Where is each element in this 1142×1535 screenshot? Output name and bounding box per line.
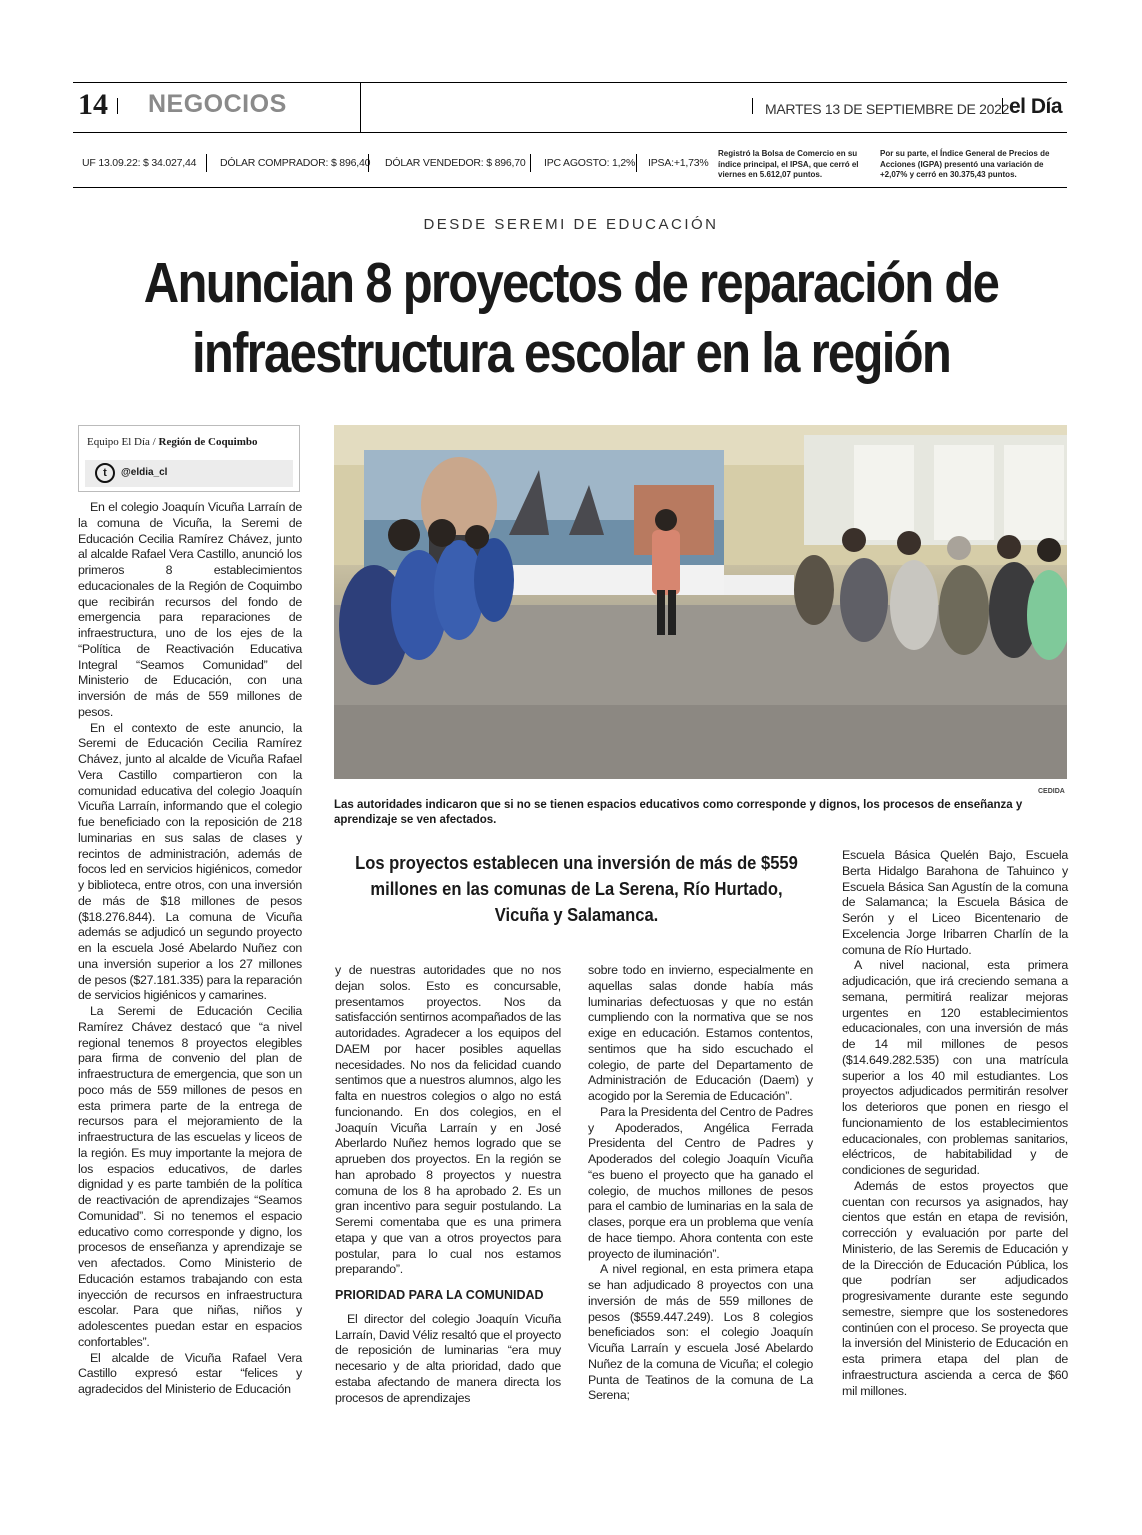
pull-quote: Los proyectos establecen una inversión de más de $559 millones en las comunas de La Serena, Río Hurtado, Vicuña y Salamanca. — [355, 853, 798, 925]
article-photo — [334, 425, 1067, 779]
byline-box — [78, 425, 300, 492]
ticker-dolar-comprador: DÓLAR COMPRADOR: $ 896,40 — [220, 157, 371, 169]
article-kicker: DESDE SEREMI DE EDUCACIÓN — [423, 216, 719, 233]
ticker-sep-4 — [636, 154, 637, 172]
headline-line-1: Anuncian 8 proyectos de reparación de — [143, 251, 999, 315]
paragraph: y de nuestras autoridades que no nos dejan solos. Esto es concursable, presentamos proyectos. Nos da satisfacción sentirnos acompañados de las autoridades. Agradecer a los equipos del DAEM por hacer posibles aquellas necesidades. No nos da felicidad cuando sentimos que a nuestros alumnos, algo les falta en nuestros colegios o algo no está funcionando. En dos colegios, en el Joaquín Vicuña Larraín y en José Aberlardo Nuñez hemos logrado que se aprueben dos proyectos. En la región se han aprobado 8 proyectos y nuestra comuna de los 8 ha aprobado 2. Es un gran incentivo para seguir postulando. La Seremi comentaba que es una primera etapa y que van a otros proyectos para postular, para lo cual nos estamos preparando”. — [335, 963, 561, 1277]
social-bar — [85, 460, 293, 487]
section-subhead: PRIORIDAD PARA LA COMUNIDAD — [335, 1288, 544, 1302]
brand-logo: el Día — [1009, 95, 1063, 118]
byline — [87, 436, 258, 448]
header-tick-2 — [752, 98, 753, 114]
issue-date: MARTES 13 DE SEPTIEMBRE DE 2022 — [765, 101, 1010, 117]
social-handle: @eldia_cl — [121, 467, 168, 478]
photo-caption: Las autoridades indicaron que si no se tienen espacios educativos como corresponde y dignos, los procesos de enseñanza y aprendizaje se ven afectados. — [334, 799, 1023, 826]
header-tick-1 — [117, 98, 118, 114]
body-column-4 — [842, 848, 1068, 1399]
body-column-3 — [588, 963, 813, 1404]
paragraph: El director del colegio Joaquín Vicuña Larraín, David Véliz resaltó que el proyecto de reposición de luminarias “era muy necesario y de alta prioridad, dado que estaba afectando de manera directa los procesos de aprendizajes — [335, 1311, 561, 1405]
ticker-note-igpa: Por su parte, el Índice General de Precios de Acciones (IGPA) presentó una variación de +2,07% y cerró en 30.375,43 puntos. — [880, 149, 1050, 179]
ticker-note-ipsa: Registró la Bolsa de Comercio en su índice principal, el IPSA, que cerró el viernes en 5.612,07 puntos. — [718, 149, 859, 179]
header-top-rule — [73, 82, 1067, 83]
header-bottom-rule — [73, 132, 1067, 133]
twitter-icon: t — [95, 463, 115, 483]
page-number: 14 — [78, 88, 108, 121]
section-title: NEGOCIOS — [148, 90, 287, 118]
paragraph: A nivel regional, en esta primera etapa se han adjudicado 8 proyectos con una inversión de más de 559 millones de pesos ($559.447.249). Los 8 colegios beneficiados son: el colegio Joaquín Vicuña Larraín y escuela José Abelardo Nuñez de la comuna de Vicuña; el colegio Punta de Teatinos de la comuna de La Serena; — [588, 1262, 813, 1403]
ticker-sep-3 — [530, 154, 531, 172]
header-divider — [360, 82, 361, 132]
body-column-2 — [335, 963, 561, 1406]
ticker-sep-1 — [206, 154, 207, 172]
ticker-bottom-rule — [73, 187, 1067, 188]
body-column-1 — [78, 500, 302, 1398]
byline-author: Equipo El Día / — [87, 436, 156, 448]
paragraph: En el contexto de este anuncio, la Seremi de Educación Cecilia Ramírez Chávez, junto al alcalde de Vicuña Rafael Vera Castillo compartieron con la comunidad educativa del colegio Joaquín Vicuña Larraín, informando que el colegio fue beneficiado con la reposición de 218 luminarias en sus salas de clases y recintos de administración, además de focos led en servicios higiénicos, comedor y biblioteca, entre otros, con una inversión de más de $18 millones de pesos ($18.276.844). La comuna de Vicuña además se adjudicó un segundo proyecto en la escuela José Abelardo Nuñez con una inversión superior a los 27 millones de pesos ($27.181.335) para la reparación de servicios higiénicos y camarines. — [78, 720, 302, 1003]
paragraph: Escuela Básica Quelén Bajo, Escuela Berta Hidalgo Barahona de Tahuinco y Escuela Básica San Agustín de la comuna de Salamanca; la Escuela Básica de Serón y el Liceo Bicentenario de Excelencia Jorge Iribarren Charlín de la comuna de Río Hurtado. — [842, 848, 1068, 957]
paragraph: Además de estos proyectos que cuentan con recursos ya asignados, hay cientos que están en etapa de revisión, corrección y evaluación por parte del Ministerio, de las Seremis de Educación y de la Dirección de Educación Pública, los que podrían ser adjudicados progresivamente durante este segundo semestre, siempre que los sostenedores continúen con el proceso. Se proyecta que la inversión del Ministerio de Educación en esta primera etapa del plan de infraestructura ascienda a cerca de $60 mil millones. — [842, 1178, 1068, 1398]
paragraph: sobre todo en invierno, especialmente en aquellas salas donde había más luminarias defectuosas y que no están cumpliendo con la normativa que se nos exige en educación. Estamos contentos, sentimos que ha sido escuchado el colegio, de parte del Departamento de Administración de Educación (Daem) y acogido por la Seremia de Educación”. — [588, 963, 813, 1103]
paragraph: Para la Presidenta del Centro de Padres y Apoderados, Angélica Ferrada Presidenta del Centro de Padres y Apoderados del colegio Joaquín Vicuña “es bueno el proyecto que ha ganado el colegio, de muchos millones de pesos para el cambio de luminarias en la sala de clases, porque era un problema que venía de hace tiempo. Ahora contenta con este proyecto de iluminación”. — [588, 1104, 813, 1261]
photo-credit: CEDIDA — [1038, 788, 1065, 795]
ticker-uf: UF 13.09.22: $ 34.027,44 — [82, 157, 197, 169]
paragraph: A nivel nacional, esta primera adjudicación, que irá creciendo semana a semana, permitirá realizar mejoras urgentes en 120 establecimientos educacionales, con una inversión de más de 14 mil millones de pesos ($14.649.282.535) con una matrícula superior a los 40 mil estudiantes. Los proyectos adjudicados permitirán resolver los deterioros que ponen en riesgo el funcionamiento de los establecimientos educacionales, con problemas sanitarios, eléctricos, de habitabilidad y de condiciones de seguridad. — [842, 958, 1068, 1177]
ticker-sep-2 — [368, 154, 369, 172]
ticker-dolar-vendedor: DÓLAR VENDEDOR: $ 896,70 — [385, 157, 526, 169]
photo-illustration — [334, 425, 1067, 779]
headline-line-2: infraestructura escolar en la región — [191, 321, 951, 385]
paragraph: El alcalde de Vicuña Rafael Vera Castillo expresó estar “felices y agradecidos del Ministerio de Educación — [78, 1350, 302, 1396]
byline-region: Región de Coquimbo — [158, 436, 258, 448]
paragraph: La Seremi de Educación Cecilia Ramírez Chávez destacó que “a nivel regional tenemos 8 proyectos elegibles para firma de convenio del plan de infraestructura de emergencia, que son un poco más de 559 millones de pesos en esta primera parte de la entrega de recursos para el mejoramiento de la infraestructura de las escuelas y liceos de la región. Es muy importante la mejora de los espacios educativos, de darles dignidad y es parte también de la política de reactivación de aprendizajes “Seamos Comunidad”. Si no tenemos el espacio educativo como corresponde y digno, los procesos de enseñanza y aprendizaje se ven afectados. Como Ministerio de Educación estamos trabajando con esta inyección de recursos en infraestructura escolar. Para que niñas, niños y adolescentes puedan estar en espacios confortables”. — [78, 1004, 302, 1349]
ticker-ipsa: IPSA:+1,73% — [648, 157, 709, 169]
article-headline — [132, 248, 1011, 388]
paragraph: En el colegio Joaquín Vicuña Larraín de la comuna de Vicuña, la Seremi de Educación Cecilia Ramírez Chávez, junto al alcalde Rafael Vera Castillo, anunció los primeros 8 establecimientos educacionales de la Región de Coquimbo que recibirán recursos del fondo de emergencia para reparaciones de infraestructura, uno de los ejes de la “Política de Reactivación Educativa Integral “Seamos Comunidad” del Ministerio de Educación, con una inversión de más de 559 millones de pesos. — [78, 500, 302, 719]
ticker-ipc: IPC AGOSTO: 1,2% — [544, 157, 636, 169]
